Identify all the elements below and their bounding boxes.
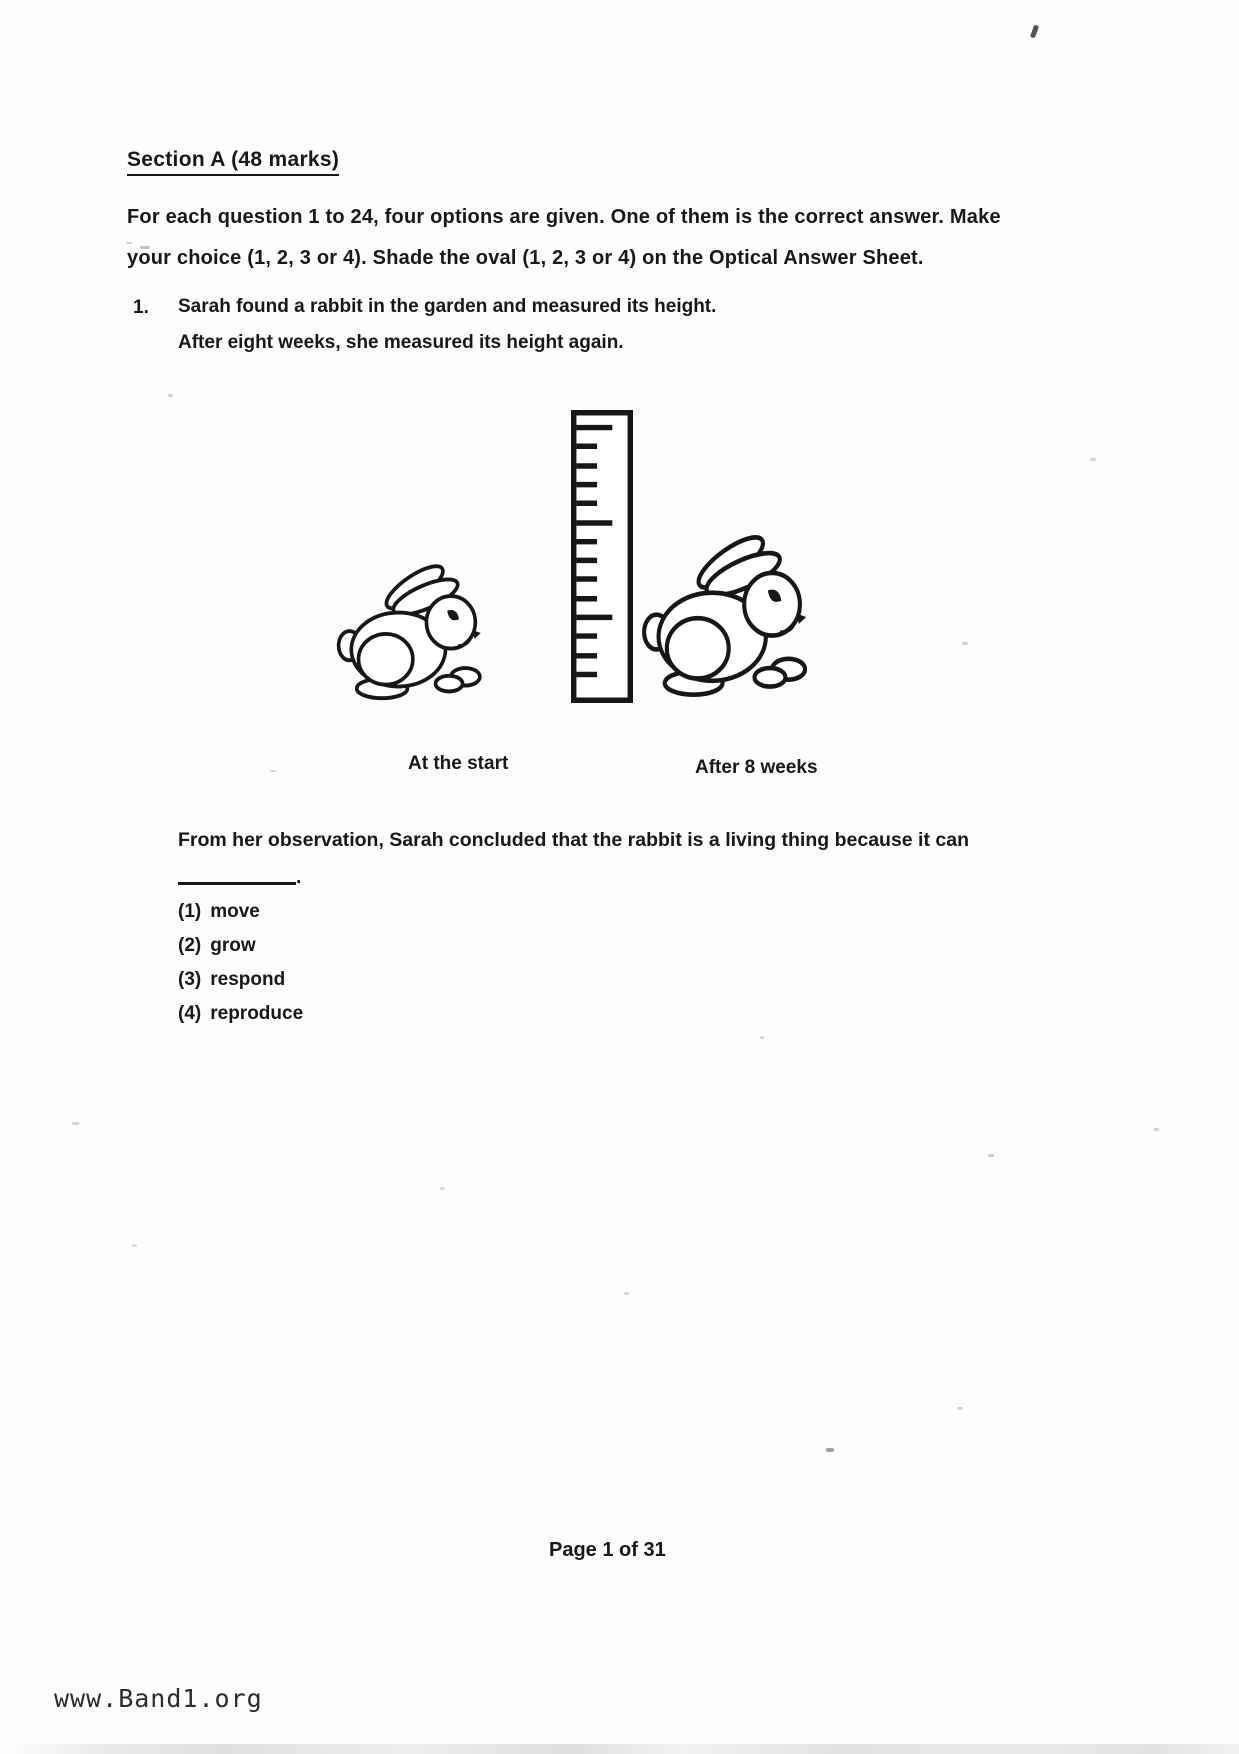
answer-blank-line	[178, 856, 296, 885]
option-1-label: move	[210, 901, 260, 922]
noise-speck	[168, 394, 173, 397]
option-4-label: reproduce	[210, 1003, 304, 1024]
noise-speck	[1030, 25, 1039, 39]
noise-speck	[132, 1244, 137, 1247]
noise-speck	[1090, 458, 1096, 461]
option-3-number: (3)	[178, 969, 202, 990]
noise-speck	[440, 1187, 445, 1190]
rabbit-small-illustration	[335, 560, 507, 706]
ruler-illustration	[571, 410, 633, 703]
option-4-number: (4)	[178, 1003, 202, 1024]
figure-caption-after: After 8 weeks	[695, 757, 818, 778]
answer-blank	[178, 856, 302, 888]
option-1-number: (1)	[178, 901, 202, 922]
instructions-line-1: For each question 1 to 24, four options are given. One of them is the correct answer. Make	[127, 206, 1001, 228]
noise-speck	[957, 1407, 963, 1410]
option-3	[178, 969, 285, 991]
question-stem-line-2: After eight weeks, she measured its height again.	[178, 332, 624, 353]
question-stem-line-1: Sarah found a rabbit in the garden and measured its height.	[178, 296, 717, 317]
page-indicator: Page 1 of 31	[549, 1539, 666, 1561]
noise-speck	[1154, 1128, 1159, 1131]
option-2	[178, 935, 256, 957]
section-heading: Section A (48 marks)	[127, 148, 339, 176]
noise-speck	[760, 1036, 764, 1039]
option-2-number: (2)	[178, 935, 202, 956]
option-2-label: grow	[210, 935, 256, 956]
noise-speck	[72, 1122, 79, 1125]
option-4	[178, 1003, 303, 1025]
watermark-url: www.Band1.org	[54, 1684, 263, 1713]
noise-speck	[126, 242, 132, 244]
answer-blank-period: .	[296, 867, 302, 888]
noise-speck	[962, 642, 968, 645]
figure-caption-start: At the start	[408, 753, 509, 774]
noise-speck	[826, 1448, 834, 1452]
noise-speck	[140, 246, 150, 249]
option-1	[178, 901, 260, 923]
noise-speck	[988, 1154, 994, 1157]
option-3-label: respond	[210, 969, 286, 990]
noise-speck	[270, 770, 276, 772]
question-number: 1.	[133, 297, 149, 318]
instructions-line-2: your choice (1, 2, 3 or 4). Shade the oval (1, 2, 3 or 4) on the Optical Answer Sheet.	[127, 247, 924, 269]
rabbit-large-illustration	[640, 530, 836, 704]
scan-edge-bar	[0, 1744, 1239, 1754]
question-conclusion-text: From her observation, Sarah concluded that the rabbit is a living thing because it can	[178, 829, 969, 851]
noise-speck	[624, 1292, 629, 1295]
